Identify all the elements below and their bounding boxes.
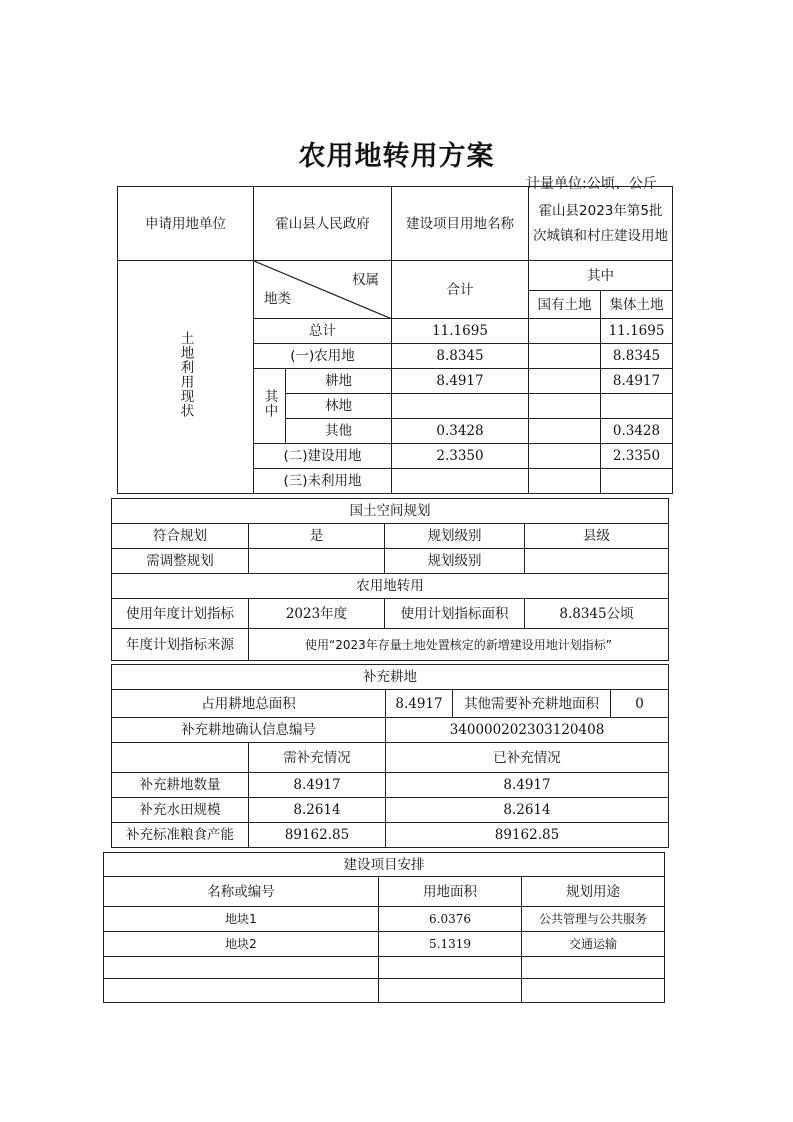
total-cell: 8.8345 <box>392 344 529 369</box>
state-cell <box>529 394 601 419</box>
supplement-section-title: 补充耕地 <box>112 665 669 690</box>
conversion-section-title: 农用地转用 <box>112 574 669 599</box>
conform-value: 是 <box>249 524 385 549</box>
applicant-label: 申请用地单位 <box>118 187 254 261</box>
area-col-header: 用地面积 <box>379 877 522 907</box>
state-cell <box>529 444 601 469</box>
collective-cell: 2.3350 <box>601 444 673 469</box>
state-cell <box>529 419 601 444</box>
page-title: 农用地转用方案 <box>298 141 495 172</box>
use-col-header: 规划用途 <box>522 877 665 907</box>
done-col-header: 已补充情况 <box>386 743 669 773</box>
total-cell: 8.4917 <box>392 369 529 394</box>
state-cell <box>529 469 601 494</box>
blank-cell <box>112 743 249 773</box>
adjust-label: 需调整规划 <box>112 549 249 574</box>
of-which-vert-text: 其中 <box>261 389 278 418</box>
project-area-cell <box>379 979 522 1003</box>
state-cell <box>529 344 601 369</box>
collective-col-header: 集体土地 <box>601 291 673 319</box>
occupied-value: 8.4917 <box>386 690 453 718</box>
state-cell <box>529 369 601 394</box>
planning-table <box>111 498 669 661</box>
project-area-cell <box>379 957 522 979</box>
collective-cell: 8.8345 <box>601 344 673 369</box>
level-value: 县级 <box>525 524 669 549</box>
total-cell: 0.3428 <box>392 419 529 444</box>
supp-row-label: 补充水田规模 <box>112 798 249 823</box>
confirm-label: 补充耕地确认信息编号 <box>112 718 386 743</box>
project-use-cell: 公共管理与公共服务 <box>522 907 665 932</box>
adjust-value <box>249 549 385 574</box>
landuse-side-label <box>118 261 254 494</box>
state-cell <box>529 319 601 344</box>
landtype-label: 地类 <box>264 291 291 307</box>
level-label-2: 规划级别 <box>385 549 525 574</box>
project-label: 建设项目用地名称 <box>392 187 529 261</box>
row-label: 耕地 <box>286 369 392 394</box>
conform-label: 符合规划 <box>112 524 249 549</box>
landuse-side-text: 土地利用现状 <box>177 331 194 418</box>
name-col-header: 名称或编号 <box>104 877 379 907</box>
project-use-cell <box>522 957 665 979</box>
collective-cell <box>601 469 673 494</box>
plan-label: 使用年度计划指标 <box>112 599 249 629</box>
row-label: 其他 <box>286 419 392 444</box>
total-cell: 2.3350 <box>392 444 529 469</box>
project-use-cell: 交通运输 <box>522 932 665 957</box>
ownership-label: 权属 <box>352 272 379 288</box>
collective-cell: 0.3428 <box>601 419 673 444</box>
project-name-cell: 地块1 <box>104 907 379 932</box>
project-value: 霍山县2023年第5批次城镇和村庄建设用地 <box>529 187 673 261</box>
plan-value: 2023年度 <box>249 599 385 629</box>
unit-note: 计量单位:公顷、公斤 <box>526 176 657 192</box>
row-label: (一)农用地 <box>254 344 392 369</box>
area-label: 使用计划指标面积 <box>385 599 525 629</box>
total-col-header: 合计 <box>392 261 529 319</box>
supp-row-label: 补充耕地数量 <box>112 773 249 798</box>
supplement-table <box>111 664 669 848</box>
other-value: 0 <box>611 690 669 718</box>
project-name-cell <box>104 979 379 1003</box>
project-section-title: 建设项目安排 <box>104 853 665 877</box>
occupied-label: 占用耕地总面积 <box>112 690 386 718</box>
collective-cell: 8.4917 <box>601 369 673 394</box>
project-table <box>103 852 665 1003</box>
project-area-cell: 5.1319 <box>379 932 522 957</box>
collective-cell <box>601 394 673 419</box>
source-label: 年度计划指标来源 <box>112 629 249 661</box>
level-value-2 <box>525 549 669 574</box>
of-which-vert-label <box>254 369 286 444</box>
row-label: (二)建设用地 <box>254 444 392 469</box>
row-label: 林地 <box>286 394 392 419</box>
landuse-table <box>117 186 673 494</box>
supp-row-label: 补充标准粮食产能 <box>112 823 249 848</box>
area-value: 8.8345公顷 <box>525 599 669 629</box>
project-use-cell <box>522 979 665 1003</box>
confirm-value: 340000202303120408 <box>386 718 669 743</box>
need-cell: 89162.85 <box>249 823 386 848</box>
level-label: 规划级别 <box>385 524 525 549</box>
state-col-header: 国有土地 <box>529 291 601 319</box>
project-area-cell: 6.0376 <box>379 907 522 932</box>
done-cell: 89162.85 <box>386 823 669 848</box>
row-label: 总计 <box>254 319 392 344</box>
need-col-header: 需补充情况 <box>249 743 386 773</box>
total-cell <box>392 394 529 419</box>
row-label: (三)未利用地 <box>254 469 392 494</box>
of-which-header: 其中 <box>529 261 673 291</box>
done-cell: 8.2614 <box>386 798 669 823</box>
need-cell: 8.2614 <box>249 798 386 823</box>
other-label: 其他需要补充耕地面积 <box>453 690 611 718</box>
project-name-cell <box>104 957 379 979</box>
project-name-cell: 地块2 <box>104 932 379 957</box>
total-cell: 11.1695 <box>392 319 529 344</box>
planning-section-title: 国土空间规划 <box>112 499 669 524</box>
done-cell: 8.4917 <box>386 773 669 798</box>
total-cell <box>392 469 529 494</box>
need-cell: 8.4917 <box>249 773 386 798</box>
collective-cell: 11.1695 <box>601 319 673 344</box>
ownership-landtype-header <box>254 261 392 319</box>
source-value: 使用“2023年存量土地处置核定的新增建设用地计划指标” <box>249 629 669 661</box>
applicant-value: 霍山县人民政府 <box>254 187 392 261</box>
